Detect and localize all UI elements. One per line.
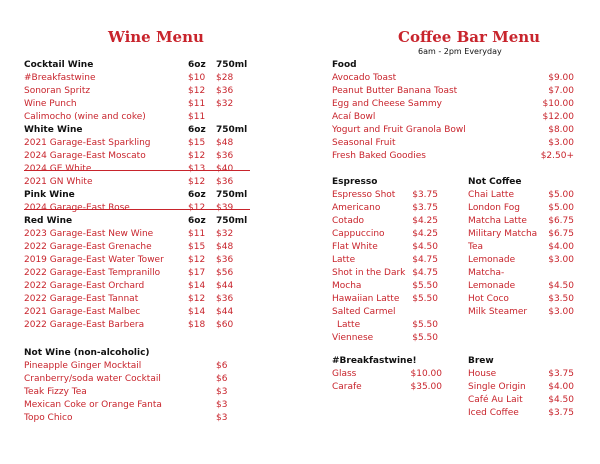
not-coffee-header	[468, 176, 574, 189]
item-price-bottle: $32	[216, 229, 234, 239]
item-price: $6.75	[548, 216, 574, 226]
item-price-glass: $15	[188, 242, 206, 252]
pink-wine-header	[24, 189, 294, 202]
list-item	[468, 280, 574, 293]
list-item	[24, 150, 294, 163]
item-name: Yogurt and Fruit Granola Bowl	[332, 125, 466, 135]
item-price: $2.50+	[540, 151, 574, 161]
item-name: Latte	[337, 320, 361, 330]
item-price: $3.00	[548, 307, 574, 317]
item-name: Single Origin	[468, 382, 526, 392]
section-name: Espresso	[332, 177, 378, 187]
item-price-bottle: $39	[216, 203, 234, 213]
item-price: $4.25	[412, 216, 438, 226]
item-price-glass: $11	[188, 112, 206, 122]
list-item	[332, 98, 574, 111]
col-6oz: 6oz	[188, 60, 206, 70]
list-item-struck	[24, 163, 250, 176]
item-name: 2022 Garage-East Barbera	[24, 320, 145, 330]
item-price: $3.75	[412, 190, 438, 200]
section-name: Food	[332, 60, 357, 70]
coffee-hours: 6am - 2pm Everyday	[418, 47, 502, 56]
item-price-bottle: $40	[216, 164, 234, 174]
item-name: Glass	[332, 369, 357, 379]
col-750ml: 750ml	[216, 190, 248, 200]
list-item	[24, 176, 294, 189]
list-item	[332, 215, 438, 228]
item-price: $3.75	[548, 369, 574, 379]
item-name: Iced Coffee	[468, 408, 519, 418]
item-name: 2024 GE White	[24, 164, 92, 174]
item-price-bottle: $36	[216, 294, 234, 304]
list-item	[468, 407, 574, 420]
item-price: $12.00	[542, 112, 574, 122]
item-price: $4.75	[412, 268, 438, 278]
item-price-glass: $10	[188, 73, 206, 83]
item-price: $3.50	[548, 294, 574, 304]
list-item	[24, 241, 294, 254]
item-price: $4.25	[412, 229, 438, 239]
item-price: $5.50	[412, 281, 438, 291]
item-price: $6.75	[548, 229, 574, 239]
item-name: 2024 Garage-East Moscato	[24, 151, 146, 161]
list-item	[332, 228, 438, 241]
item-price: $5.00	[548, 203, 574, 213]
item-price: $3.75	[412, 203, 438, 213]
item-name: Tea	[468, 242, 484, 252]
list-item	[332, 280, 438, 293]
item-price: $6	[216, 361, 228, 371]
item-price-glass: $15	[188, 138, 206, 148]
list-item	[332, 381, 442, 394]
item-price: $3.00	[548, 138, 574, 148]
col-6oz: 6oz	[188, 125, 206, 135]
list-item	[24, 111, 294, 124]
list-item	[24, 373, 294, 386]
list-item	[332, 202, 438, 215]
item-price-glass: $13	[188, 164, 206, 174]
coffee-menu-title: Coffee Bar Menu	[398, 28, 541, 46]
list-item	[468, 293, 574, 306]
item-name: Pineapple Ginger Mocktail	[24, 361, 142, 371]
item-name: Acaí Bowl	[332, 112, 376, 122]
item-price-bottle: $48	[216, 138, 234, 148]
list-item	[24, 98, 294, 111]
list-item	[24, 72, 294, 85]
item-name: Lemonade	[468, 281, 516, 291]
item-price-bottle: $36	[216, 86, 234, 96]
item-name: Military Matcha	[468, 229, 538, 239]
section-name: Not Wine (non-alcoholic)	[24, 348, 150, 358]
col-750ml: 750ml	[216, 60, 248, 70]
item-price-bottle: $36	[216, 255, 234, 265]
item-price: $4.50	[548, 281, 574, 291]
list-item-struck	[24, 202, 250, 215]
item-name: Latte	[332, 255, 356, 265]
item-name: Mexican Coke or Orange Fanta	[24, 400, 162, 410]
list-item	[468, 267, 574, 280]
item-price: $7.00	[548, 86, 574, 96]
item-name: Lemonade	[468, 255, 516, 265]
item-name: Seasonal Fruit	[332, 138, 396, 148]
item-name: Matcha Latte	[468, 216, 527, 226]
item-name: 2022 Garage-East Tempranillo	[24, 268, 161, 278]
item-price: $6	[216, 374, 228, 384]
item-name: 2024 Garage-East Rose	[24, 203, 130, 213]
item-price: $10.00	[410, 369, 442, 379]
item-price-glass: $12	[188, 294, 206, 304]
item-price: $5.50	[412, 333, 438, 343]
list-item	[332, 111, 574, 124]
list-item	[24, 293, 294, 306]
item-price: $4.50	[548, 395, 574, 405]
list-item	[468, 215, 574, 228]
food-header	[332, 59, 574, 72]
item-name: 2022 Garage-East Orchard	[24, 281, 145, 291]
item-price-bottle: $36	[216, 177, 234, 187]
list-item	[332, 150, 574, 163]
breakfastwine-header	[332, 355, 442, 368]
item-name: Viennese	[332, 333, 374, 343]
item-name: Hawaiian Latte	[332, 294, 400, 304]
section-name: Brew	[468, 356, 494, 366]
item-price-glass: $11	[188, 99, 206, 109]
item-price-bottle: $36	[216, 151, 234, 161]
item-price: $8.00	[548, 125, 574, 135]
item-price: $10.00	[542, 99, 574, 109]
item-name: 2021 GN White	[24, 177, 93, 187]
list-item	[468, 189, 574, 202]
item-price-bottle: $44	[216, 281, 234, 291]
item-price-glass: $12	[188, 86, 206, 96]
espresso-header	[332, 176, 438, 189]
section-name: Cocktail Wine	[24, 60, 94, 70]
section-name: Pink Wine	[24, 190, 75, 200]
list-item	[24, 399, 294, 412]
wine-menu-title: Wine Menu	[108, 28, 204, 46]
item-name: #Breakfastwine	[24, 73, 96, 83]
item-name: Matcha-	[468, 268, 505, 278]
list-item	[468, 202, 574, 215]
section-name: White Wine	[24, 125, 83, 135]
list-item	[24, 85, 294, 98]
item-name: 2022 Garage-East Grenache	[24, 242, 152, 252]
item-name: Americano	[332, 203, 381, 213]
item-name: House	[468, 369, 497, 379]
list-item	[332, 124, 574, 137]
list-item	[24, 360, 294, 373]
item-price-bottle: $56	[216, 268, 234, 278]
item-name: 2023 Garage-East New Wine	[24, 229, 154, 239]
list-item	[468, 394, 574, 407]
col-6oz: 6oz	[188, 190, 206, 200]
item-name: Espresso Shot	[332, 190, 396, 200]
list-item	[24, 386, 294, 399]
list-item	[332, 72, 574, 85]
item-price: $3	[216, 387, 228, 397]
item-price: $3	[216, 413, 228, 423]
item-price-glass: $17	[188, 268, 206, 278]
list-item	[332, 306, 438, 319]
list-item	[24, 280, 294, 293]
item-price-glass: $11	[188, 229, 206, 239]
item-name: Cappuccino	[332, 229, 385, 239]
item-name: 2022 Garage-East Tannat	[24, 294, 139, 304]
item-price: $4.00	[548, 242, 574, 252]
item-price: $3	[216, 400, 228, 410]
list-item	[332, 332, 438, 345]
list-item	[24, 412, 294, 425]
item-name: Café Au Lait	[468, 395, 523, 405]
item-price: $3.75	[548, 408, 574, 418]
item-name: Wine Punch	[24, 99, 77, 109]
item-price: $9.00	[548, 73, 574, 83]
col-750ml: 750ml	[216, 125, 248, 135]
item-name: 2021 Garage-East Sparkling	[24, 138, 151, 148]
item-price: $5.50	[412, 320, 438, 330]
list-item	[332, 293, 438, 306]
item-name: Fresh Baked Goodies	[332, 151, 426, 161]
cocktail-wine-header	[24, 59, 294, 72]
list-item	[332, 319, 438, 332]
item-name: Mocha	[332, 281, 362, 291]
list-item	[332, 267, 438, 280]
col-750ml: 750ml	[216, 216, 248, 226]
list-item	[24, 254, 294, 267]
list-item	[468, 228, 574, 241]
item-price-glass: $12	[188, 203, 206, 213]
item-price: $4.00	[548, 382, 574, 392]
list-item	[468, 306, 574, 319]
item-name: Calimocho (wine and coke)	[24, 112, 146, 122]
item-price-glass: $12	[188, 255, 206, 265]
item-price-bottle: $60	[216, 320, 234, 330]
item-name: Chai Latte	[468, 190, 514, 200]
list-item	[332, 368, 442, 381]
brew-header	[468, 355, 574, 368]
section-name: Red Wine	[24, 216, 73, 226]
item-name: Flat White	[332, 242, 378, 252]
red-wine-header	[24, 215, 294, 228]
list-item	[332, 254, 438, 267]
item-name: Teak Fizzy Tea	[24, 387, 87, 397]
item-name: Milk Steamer	[468, 307, 528, 317]
item-name: 2019 Garage-East Water Tower	[24, 255, 164, 265]
item-price: $5.00	[548, 190, 574, 200]
item-name: Shot in the Dark	[332, 268, 406, 278]
item-name: 2021 Garage-East Malbec	[24, 307, 141, 317]
item-price-glass: $14	[188, 307, 206, 317]
white-wine-header	[24, 124, 294, 137]
section-name: Not Coffee	[468, 177, 522, 187]
col-6oz: 6oz	[188, 216, 206, 226]
list-item	[332, 241, 438, 254]
item-name: Egg and Cheese Sammy	[332, 99, 443, 109]
list-item	[468, 254, 574, 267]
item-name: Cranberry/soda water Cocktail	[24, 374, 161, 384]
item-name: Avocado Toast	[332, 73, 397, 83]
list-item	[468, 381, 574, 394]
item-price-glass: $12	[188, 151, 206, 161]
item-name: Salted Carmel	[332, 307, 396, 317]
item-price: $4.75	[412, 255, 438, 265]
item-price-glass: $12	[188, 177, 206, 187]
item-name: Sonoran Spritz	[24, 86, 91, 96]
list-item	[332, 85, 574, 98]
item-price: $35.00	[410, 382, 442, 392]
item-price: $5.50	[412, 294, 438, 304]
item-price: $4.50	[412, 242, 438, 252]
item-name: Carafe	[332, 382, 362, 392]
item-name: London Fog	[468, 203, 520, 213]
item-price-bottle: $44	[216, 307, 234, 317]
list-item	[24, 137, 294, 150]
list-item	[24, 228, 294, 241]
item-price-bottle: $32	[216, 99, 234, 109]
item-price-bottle: $28	[216, 73, 234, 83]
list-item	[24, 319, 294, 332]
section-name: #Breakfastwine!	[332, 356, 417, 366]
list-item	[332, 189, 438, 202]
item-name: Cotado	[332, 216, 365, 226]
not-wine-header	[24, 347, 294, 360]
item-price-glass: $14	[188, 281, 206, 291]
list-item	[24, 306, 294, 319]
item-price-bottle: $48	[216, 242, 234, 252]
item-name: Peanut Butter Banana Toast	[332, 86, 458, 96]
item-price: $3.00	[548, 255, 574, 265]
list-item	[332, 137, 574, 150]
item-name: Topo Chico	[24, 413, 73, 423]
list-item	[468, 368, 574, 381]
item-name: Hot Coco	[468, 294, 509, 304]
list-item	[468, 241, 574, 254]
list-item	[24, 267, 294, 280]
item-price-glass: $18	[188, 320, 206, 330]
